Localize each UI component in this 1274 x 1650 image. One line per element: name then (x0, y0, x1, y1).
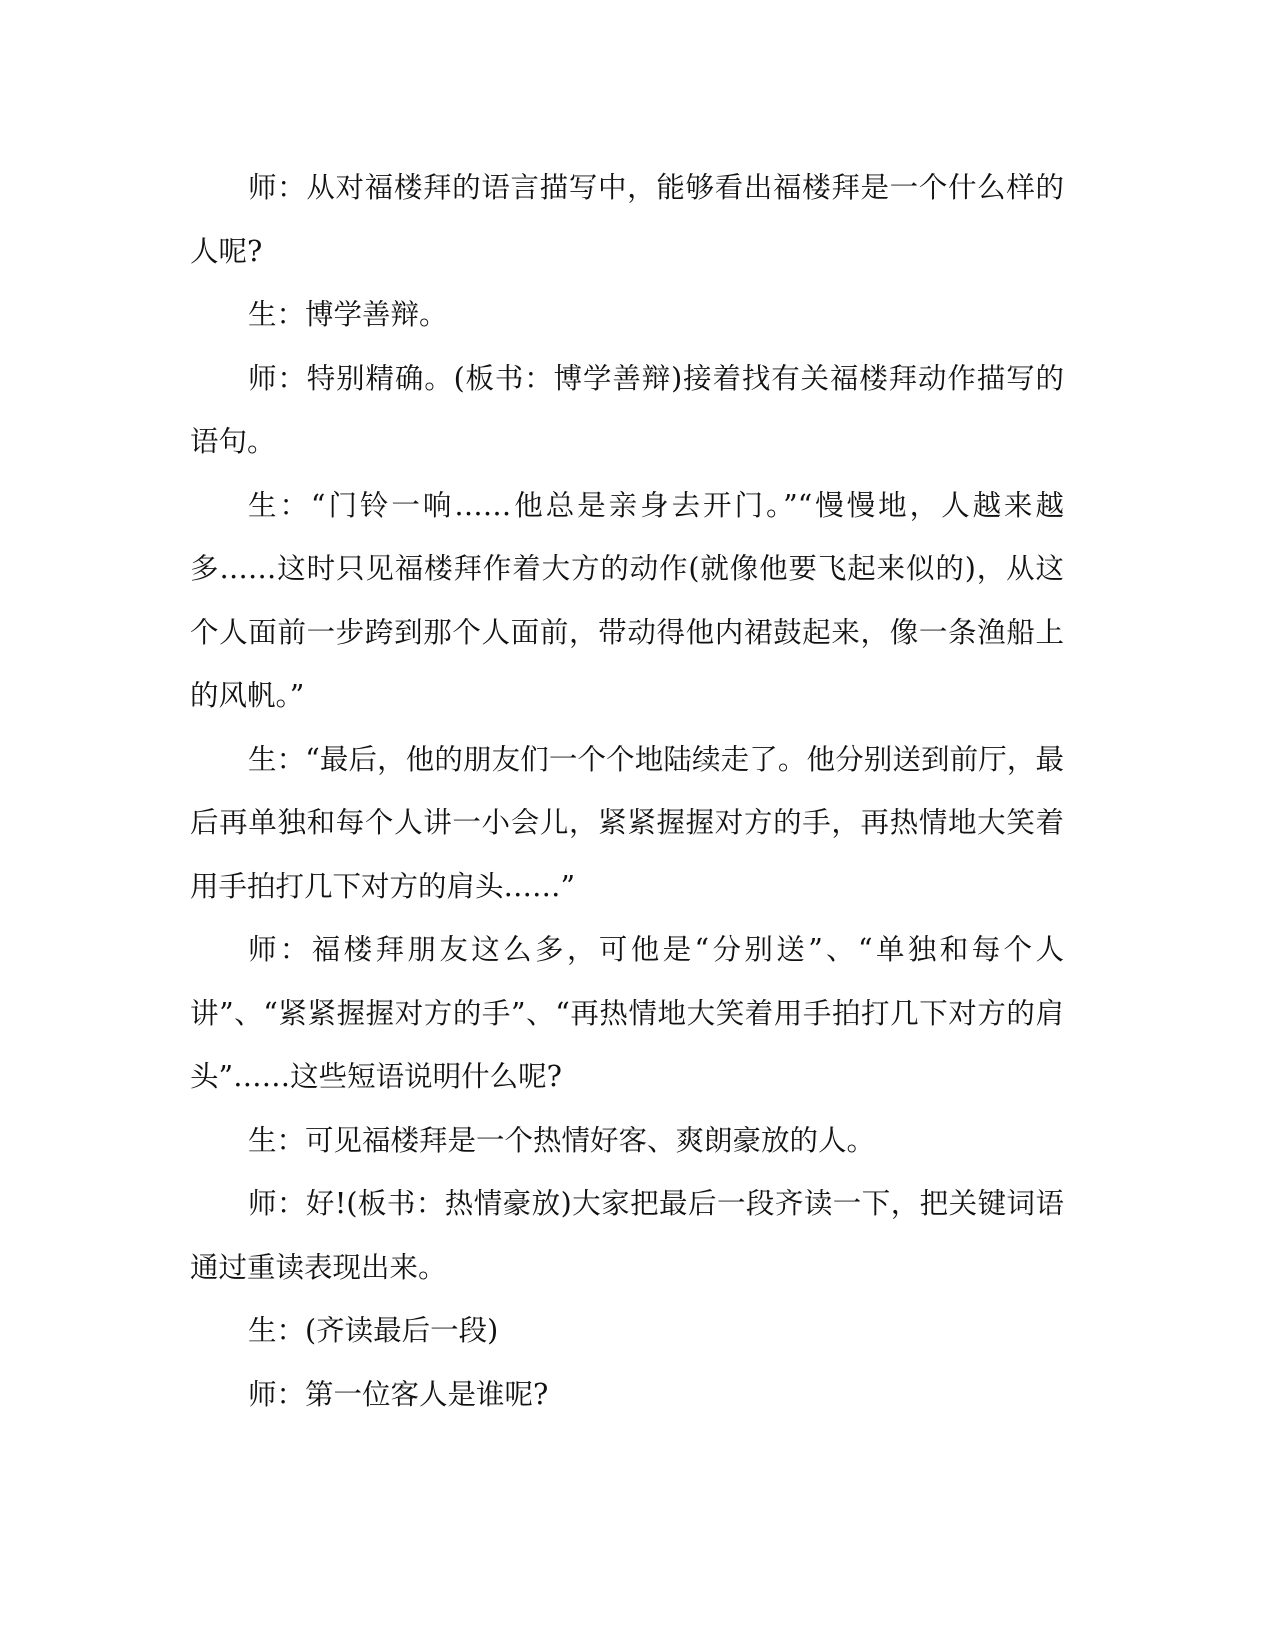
paragraph: 生：“门铃一响……他总是亲身去开门。”“慢慢地，人越来越多……这时只见福楼拜作着大方的动作(就像他要飞起来似的)，从这个人面前一步跨到那个人面前，带动得他内裙鼓起来，像一条渔船上的风帆。” (190, 488, 1064, 712)
paragraph: 生：可见福楼拜是一个热情好客、爽朗豪放的人。 (248, 1123, 876, 1157)
paragraph: 生：博学善辩。 (248, 298, 448, 331)
document-body (190, 156, 1064, 1426)
paragraph: 师：特别精确。(板书：博学善辩)接着找有关福楼拜动作描写的语句。 (190, 361, 1064, 458)
paragraph: 师：好!(板书：热情豪放)大家把最后一段齐读一下，把关键词语通过重读表现出来。 (190, 1187, 1064, 1284)
paragraph: 师：第一位客人是谁呢? (248, 1377, 549, 1411)
paragraph: 生：“最后，他的朋友们一个个地陆续走了。他分别送到前厅，最后再单独和每个人讲一小会儿，紧紧握握对方的手，再热情地大笑着用手拍打几下对方的肩头……” (190, 742, 1064, 903)
paragraph: 师：福楼拜朋友这么多，可他是“分别送”、“单独和每个人讲”、“紧紧握握对方的手”、“再热情地大笑着用手拍打几下对方的肩头”……这些短语说明什么呢? (190, 933, 1064, 1093)
paragraph: 生：(齐读最后一段) (248, 1314, 499, 1347)
paragraph: 师：从对福楼拜的语言描写中，能够看出福楼拜是一个什么样的人呢? (190, 171, 1064, 268)
